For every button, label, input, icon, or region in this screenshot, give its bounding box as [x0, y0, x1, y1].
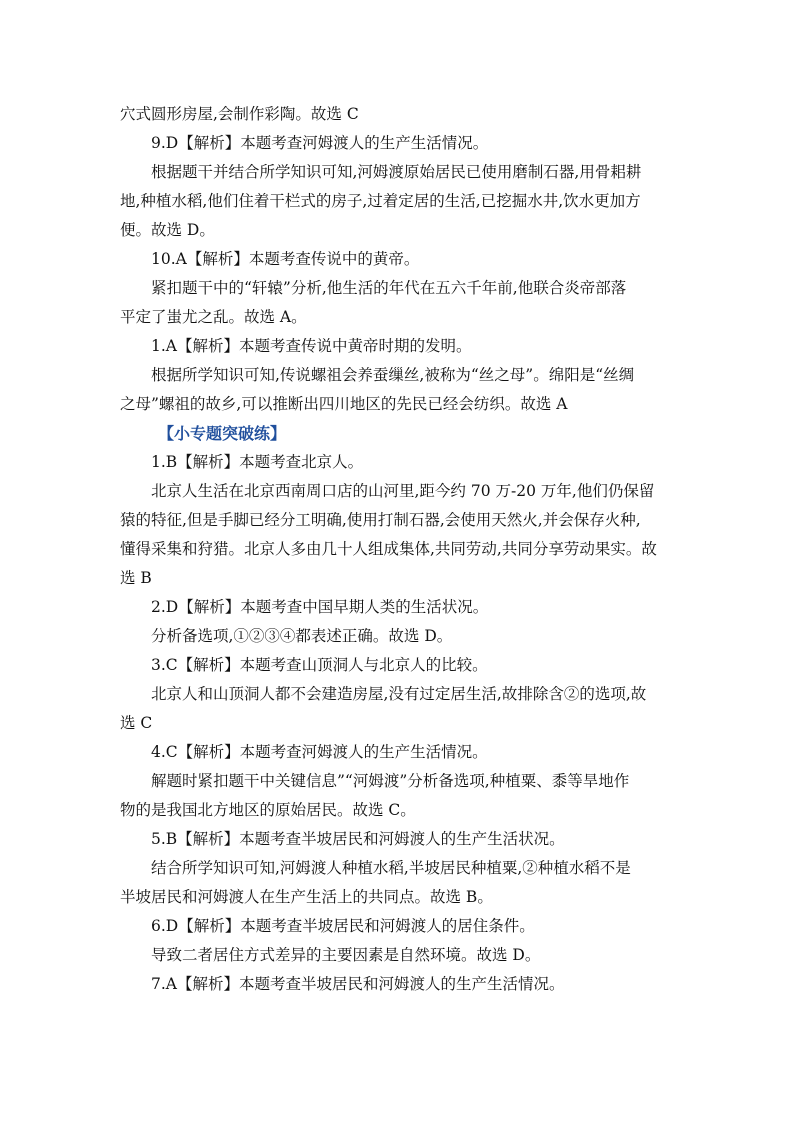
answer-explanations — [120, 100, 680, 999]
text-line: 选 B — [120, 569, 152, 587]
text-line: 之母”螺祖的故乡,可以推断出四川地区的先民已经会纺织。故选 A — [120, 395, 568, 413]
text-line: 紧扣题干中的“轩辕”分析,他生活的年代在五六千年前,他联合炎帝部落 — [151, 279, 627, 297]
text-line: 根据所学知识可知,传说螺祖会养蚕缫丝,被称为“丝之母”。绵阳是“丝绸 — [151, 366, 635, 384]
text-line: 半坡居民和河姆渡人在生产生活上的共同点。故选 B。 — [120, 888, 493, 906]
text-line: 北京人生活在北京西南周口店的山河里,距今约 70 万-20 万年,他们仍保留 — [151, 482, 655, 500]
answer-7-heading: 7.A【解析】本题考查半坡居民和河姆渡人的生产生活情况。 — [151, 975, 565, 993]
text-line: 分析备选项,①②③④都表述正确。故选 D。 — [151, 627, 453, 645]
text-line: 北京人和山顶洞人都不会建造房屋,没有过定居生活,故排除含②的选项,故 — [151, 685, 647, 703]
text-line: 便。故选 D。 — [120, 221, 215, 239]
text-line: 地,种植水稻,他们住着干栏式的房子,过着定居的生活,已挖掘水井,饮水更加方 — [120, 192, 641, 210]
section-heading: 【小专题突破练】 — [158, 424, 287, 443]
text-line: 懂得采集和狩猎。北京人多由几十人组成集体,共同劳动,共同分享劳动果实。故 — [120, 540, 657, 558]
text-line: 平定了蚩尤之乱。故选 A。 — [120, 308, 307, 326]
answer-3-heading: 3.C【解析】本题考查山顶洞人与北京人的比较。 — [151, 656, 488, 674]
answer-1-heading: 1.B【解析】本题考查北京人。 — [151, 453, 364, 471]
answer-6-heading: 6.D【解析】本题考查半坡居民和河姆渡人的居住条件。 — [151, 917, 535, 935]
answer-5-heading: 5.B【解析】本题考查半坡居民和河姆渡人的生产生活状况。 — [151, 830, 565, 848]
text-line: 结合所学知识可知,河姆渡人种植水稻,半坡居民种植粟,②种植水稻不是 — [151, 859, 631, 877]
text-line: 猿的特征,但是手脚已经分工明确,使用打制石器,会使用天然火,并会保存火种, — [120, 511, 641, 529]
answer-1-heading: 1.A【解析】本题考查传说中黄帝时期的发明。 — [151, 337, 472, 355]
text-line: 物的是我国北方地区的原始居民。故选 C。 — [120, 801, 416, 819]
text-line: 导致二者居住方式差异的主要因素是自然环境。故选 D。 — [151, 946, 541, 964]
answer-10-heading: 10.A【解析】本题考查传说中的黄帝。 — [151, 250, 420, 268]
text-line: 选 C — [120, 714, 153, 732]
text-line: 根据题干并结合所学知识可知,河姆渡原始居民已使用磨制石器,用骨耜耕 — [151, 163, 642, 181]
answer-9-heading: 9.D【解析】本题考查河姆渡人的生产生活情况。 — [151, 134, 489, 152]
answer-2-heading: 2.D【解析】本题考查中国早期人类的生活状况。 — [151, 598, 489, 616]
text-line: 穴式圆形房屋,会制作彩陶。故选 C — [120, 105, 359, 123]
text-line: 解题时紧扣题干中关键信息”“河姆渡”分析备选项,种植粟、黍等旱地作 — [151, 772, 630, 790]
answer-4-heading: 4.C【解析】本题考查河姆渡人的生产生活情况。 — [151, 743, 488, 761]
